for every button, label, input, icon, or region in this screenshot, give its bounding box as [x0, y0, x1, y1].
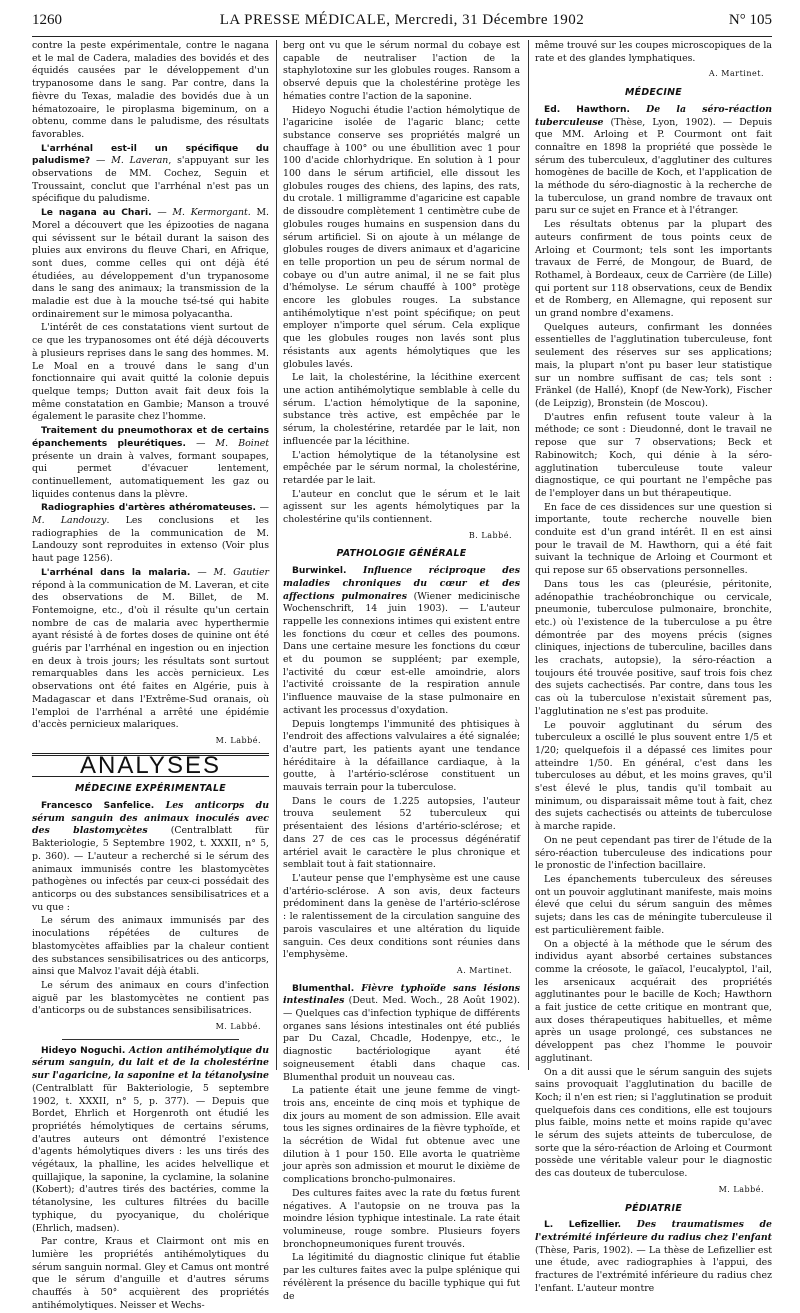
item-title: L'arrhénal dans la malaria.: [41, 567, 191, 578]
paragraph: Francesco Sanfelice. Les anticorps du sérum sanguin des animaux inoculés avec des blastomycètes (Centralblatt für Bakteriologie, 5 Septembre 1902, t. XXXII, n° 5, p. 360). — L'auteur a recherché si le sérum des animaux immunisés contre les blastomycètes pathogènes ou infectés par ceux-ci possédait des anticorps ou des substances sensibilisatrices et a vu que :: [32, 800, 269, 913]
item-title: Des traumatismes de l'extrémité inférieure du radius chez l'enfant: [535, 1219, 772, 1243]
column-2: [283, 40, 520, 1302]
item-title: Traitement du pneumothorax et de certains épanchements pleurétiques.: [32, 426, 269, 449]
signature: M. Labbé.: [215, 1022, 261, 1032]
paragraph: Dans le cours de 1.225 autopsies, l'auteur trouva seulement 52 tuberculeux qui présentaient des lésions d'artério-sclérose; et dans 27 de ces cas le processus dégénératif artériel avait le caractère le plus chronique et semblait tout à fait stationnaire.: [283, 795, 520, 871]
paragraph: Les résultats obtenus par la plupart des auteurs confirment de tous points ceux de Arloing et Courmont; tels sont les importants travaux de Ferré, de Mongour, de Buard, de Rothamel, à Bordeaux, ceux de Carrière (de Lille) qui portent sur 118 observations, ceux de Bendix et de Romberg, en Allemagne, qui reposent sur un grand nombre d'examens.: [535, 219, 772, 320]
paragraph: D'autres enfin refusent toute valeur à la méthode; ce sont : Dieudonné, dont le travail ne repose que sur 7 observations; Beck et Rabinowitch; Koch, qui dénie à la séro-agglutination tuberculeuse toute valeur diagnostique, ce qui pourtant ne l'empêche pas de l'employer dans un but thérapeutique.: [535, 411, 772, 499]
paragraph: Le lait, la cholestérine, la lécithine exercent une action antihémolytique semblable à celle du sérum. L'action hémolytique de la saponine, substance très active, est empêchée par le sérum, la cholestérine, retardée par le lait, non influencée par la lécithine.: [283, 372, 520, 447]
paragraph: L'action hémolytique de la tétanolysine est empêchée par le sérum normal, la cholestérine, retardée par le lait.: [283, 449, 520, 486]
paragraph: Le sérum des animaux en cours d'infection aiguë par les blastomycètes ne contient pas d'anticorps ou de substances sensibilisatrices.: [32, 979, 269, 1017]
paragraph: L'arrhénal est-il un spécifique du paludisme? — M. Laveran, s'appuyant sur les observations de MM. Cochez, Seguin et Troussaint, conclut que l'arrhénal n'est pas un spécifique du paludisme.: [32, 143, 269, 205]
paragraph: contre la peste expérimentale, contre le nagana et le mal de Cadera, maladies des bovidés et des équidés causées par le développement d'un trypanosome dans le sang. Par contre, dans la fièvre du Texas, maladie des bovidés due à un hématozoaire, le piroplasma bigeminum, on a obtenu, comme dans le paludisme, des résultats favorables.: [32, 40, 269, 140]
item-author: M. Landouzy: [32, 515, 107, 527]
paragraph: Traitement du pneumothorax et de certains épanchements pleurétiques. — M. Boinet présente un drain à valves, formant soupapes, qui permet d'évacuer lentement, continuellement, automatiquement les gaz ou liquides contenus dans la plèvre.: [32, 426, 269, 500]
item-title: L'arrhénal est-il un spécifique du paludisme?: [32, 143, 269, 167]
item-author: Burwinkel.: [292, 566, 347, 577]
item-title: Fièvre typhoïde sans lésions intestinales: [283, 982, 520, 1007]
paragraph: Radiographies d'artères athéromateuses. — M. Landouzy. Les conclusions et les radiographies de la communication de M. Landouzy sont reproduites in extenso (Voir plus haut page 1256).: [32, 502, 269, 565]
paragraph: L'intérêt de ces constatations vient surtout de ce que les trypanosomes ont été déjà découverts à plusieurs reprises dans le sang des hommes. M. Le Moal en a trouvé dans le sang d'un fonctionnaire qui avait quitté la colonie depuis quelque temps; Dutton avait fait deux fois la même constatation en Gambie; Manson a trouvé également le parasite chez l'homme.: [32, 322, 269, 423]
paragraph: Quelques auteurs, confirmant les données essentielles de l'agglutination tuberculeuse, font seulement des réserves sur ses applications; mais, la plupart n'ont pu baser leur statistique sur un nombre suffisant de cas; tels sont : Fränkel (de Hallé), Knopf (de New-York), Fischer (de Leipzig), Bronstein (de Moscou).: [535, 321, 772, 409]
item-author: Ed. Hawthorn.: [544, 104, 630, 115]
paragraph: La légitimité du diagnostic clinique fut établie par les cultures faites avec la pulpe splénique qui révélèrent la présence du bacille typhique qui fut de: [283, 1252, 520, 1302]
item-title: De la séro-réaction tuberculeuse: [535, 103, 772, 128]
issue-number: N° 105: [728, 12, 772, 28]
item-author: M. Gautier: [213, 566, 269, 578]
header-rule: [32, 36, 772, 37]
item-author: Hideyo Noguchi.: [41, 1045, 126, 1056]
paragraph: Les épanchements tuberculeux des séreuses ont un pouvoir agglutinant manifeste, mais moins élevé que celui du sérum sanguin des mêmes sujets; dans les cas de méningite tuberculeuse il est particulièrement faible.: [535, 874, 772, 936]
column-3: [535, 40, 772, 1294]
column-1: [32, 40, 270, 1311]
paragraph: Le sérum des animaux immunisés par des inoculations répétées de cultures de blastomycètes affaiblies par la chaleur contient des substances sensibilisatrices ou des anticorps, ainsi que Malvoz l'avait déjà établi.: [32, 915, 269, 978]
signature: A. Martinet.: [708, 69, 764, 79]
paragraph: même trouvé sur les coupes microscopiques de la rate et des glandes lymphatiques.: [535, 40, 772, 64]
paragraph: Ed. Hawthorn. De la séro-réaction tuberculeuse (Thèse, Lyon, 1902). — Depuis que MM. Arloing et P. Courmont ont fait connaître en 1898 la propriété que possède le sérum des tuberculeux, d'agglutiner des cultures homogènes de bacille de Koch, et l'application de la méthode du séro-diagnostic à la recherche de la tuberculose, un grand nombre de travaux ont paru sur ce sujet en France et à l'étranger.: [535, 103, 772, 217]
separator: [62, 1039, 239, 1040]
signature: M. Labbé.: [215, 735, 261, 745]
paragraph: Le nagana au Chari. — M. Kermorgant. M. Morel a découvert que les épizooties de nagana qui sévissent sur le bétail durant la saison des pluies aux environs du fleuve Chari, en Afrique, sont dues, comme celles qui ont déjà été étudiées, au développement d'un trypanosome dans le sang des animaux; la transmission de la maladie est due à la mouche tsé-tsé qui habite ordinairement sur le mimosa polyacantha.: [32, 207, 270, 320]
subsection-heading: MÉDECINE: [625, 87, 682, 99]
item-title: Radiographies d'artères athéromateuses.: [41, 503, 256, 514]
column-divider: [276, 40, 277, 1070]
journal-title: LA PRESSE MÉDICALE, Mercredi, 31 Décembre 1902: [219, 12, 585, 28]
section-heading-analyses: ANALYSES: [32, 753, 269, 778]
paragraph: L. Lefizellier. Des traumatismes de l'extrémité inférieure du radius chez l'enfant (Thèse, Paris, 1902). — La thèse de Lefizellier est une étude, avec radiographies à l'appui, des fractures de l'extrémité inférieure du radius chez l'enfant. L'auteur montre: [535, 1219, 772, 1294]
column-divider: [528, 40, 529, 1070]
item-title: Le nagana au Chari.: [41, 208, 152, 219]
subsection-heading: PÉDIATRIE: [624, 1202, 683, 1214]
item-author: M. Boinet: [215, 437, 269, 449]
paragraph: Dans tous les cas (pleurésie, péritonite, adénopathie trachéobronchique ou cervicale, pneumonie, tuberculose pulmonaire, bronchite, etc.) où l'existence de la tuberculose a pu être démontrée par des moyens précis (signes cliniques, injections de tuberculine, bacilles dans les crachats, autopsie), la séro-réaction a toujours été trouvée positive, sauf trois fois chez des sujets cachectisés. Par contre, dans tous les cas où la tuberculose n'existait sûrement pas, l'agglutination ne s'est pas produite.: [535, 578, 772, 717]
item-title: Les anticorps du sérum sanguin des animaux inoculés avec des blastomycètes: [32, 800, 269, 837]
paragraph: berg ont vu que le sérum normal du cobaye est capable de neutraliser l'action de la staphylotoxine sur les globules rouges. Ransom a observé depuis que la cholestérine protège les hématies contre l'action de la saponine.: [283, 40, 520, 102]
paragraph: Par contre, Kraus et Clairmont ont mis en lumière les propriétés antihémolytiques du sérum sanguin normal. Gley et Camus ont montré que le sérum d'anguille et d'autres sérums chauffés à 50° acquièrent des propriétés antihémolytiques. Neisser et Wechs-: [32, 1236, 269, 1311]
subsection-heading: PATHOLOGIE GÉNÉRALE: [336, 548, 467, 560]
item-title: Action antihémolytique du sérum sanguin, du lait et de la cholestérine sur l'agaricine, la saponine et la tétanolysine: [32, 1044, 269, 1082]
paragraph: Hideyo Noguchi étudie l'action hémolytique de l'agaricine isolée de l'agaric blanc; cette substance conserve ses propriétés malgré un chauffage à 100° ou une ébullition avec 1 pour 100 d'acide chlorhydrique. En solution à 1 pour 100 dans le sérum artificiel, elle dissout les globules rouges des chiens, des lapins, des rats, du crotale. 1 milligramme d'agaricine est capable de dissoudre complètement 1 centimètre cube de globules rouges humains en suspension dans du sérum artificiel. Si on ajoute à un mélange de globules rouges de divers animaux et d'agaricine en telle proportion un peu de sérum normal de cobaye ou d'un autre animal, il ne se fait plus d'hémolyse. Le sérum chauffé à 100° protège encore les globules rouges. La substance antihémolytique n'est point spécifique; on peut employer n'importe quel sérum. Cela explique que les globules rouges non lavés sont plus résistants aux agents hémolytiques que les globules lavés.: [283, 104, 520, 370]
item-author: Francesco Sanfelice.: [41, 801, 155, 812]
paragraph: Burwinkel. Influence réciproque des maladies chroniques du cœur et des affections pulmonaires (Wiener medicinische Wochenschrift, 14 juin 1903). — L'auteur rappelle les connexions intimes qui existent entre les fonctions du cœur et celles des poumons. Dans une certaine mesure les fonctions du cœur et du poumon se suppléent; par exemple, l'activité du cœur est-elle amoindrie, alors l'activité croissante de la respiration annule l'influence mauvaise de la stase pulmonaire en activant les processus d'oxydation.: [283, 565, 520, 716]
paragraph: Des cultures faites avec la rate du fœtus furent négatives. A l'autopsie on ne trouva pas la moindre lésion typhique intestinale. La rate était volumineuse, rouge sombre. Plusieurs foyers bronchopneumoniques furent trouvés.: [283, 1187, 520, 1250]
running-header: [32, 12, 772, 34]
paragraph: On a dit aussi que le sérum sanguin des sujets sains provoquait l'agglutination du bacille de Koch; il n'en est rien; si l'agglutination se produit quelquefois dans ces conditions, elle est toujours plus faible, moins nette et moins rapide qu'avec le sérum des sujets atteints de tuberculose, de sorte que la séro-réaction de Arloing et Courmont possède une véritable valeur pour le diagnostic des cas douteux de tuberculose.: [535, 1066, 772, 1180]
paragraph: Hideyo Noguchi. Action antihémolytique du sérum sanguin, du lait et de la cholestérine sur l'agaricine, la saponine et la tétanolysine (Centralblatt für Bakteriologie, 5 septembre 1902, t. XXXII, n° 5, p. 377). — Depuis que Bordet, Ehrlich et Horgenroth ont étudié les propriétés hémolytiques de certains sérums, d'autres auteurs ont démontré l'existence d'agents hémolytiques divers : les uns tirés des végétaux, la phalline, les acides helvellique et quillajique, la saponine, la cyclamine, la solanine (Kobert); d'autres tirés des bactéries, comme la tétanolysine, les cultures filtrées du bacille typhique, du pyocyanique, du cholérique (Ehrlich, madsen).: [32, 1044, 269, 1234]
paragraph: En face de ces dissidences sur une question si importante, toute recherche nouvelle bien conduite est d'un grand intérêt. Il en est ainsi pour le travail de M. Hawthorn, qui a été fait suivant la technique de Arloing et Courmont et qui repose sur 65 observations personnelles.: [535, 501, 772, 577]
paragraph: Depuis longtemps l'immunité des phtisiques à l'endroit des affections valvulaires a été signalée; d'autre part, les patients ayant une tendance héréditaire à la défaillance cardiaque, à la goutte, à l'artério-sclérose constituent un mauvais terrain pour la tuberculose.: [283, 718, 520, 794]
item-title: Influence réciproque des maladies chroniques du cœur et des affections pulmonaires: [283, 565, 520, 602]
paragraph: Blumenthal. Fièvre typhoïde sans lésions intestinales (Deut. Med. Woch., 28 Août 1902). — Quelques cas d'infection typhique de différents organes sans lésions intestinales ont été publiés par Du Cazal, Chcadle, Hodenpye, etc., le diagnostic bactériologique ayant été soigneusement établi dans chaque cas. Blumenthal produit un nouveau cas.: [283, 982, 520, 1083]
item-author: L. Lefizellier.: [544, 1220, 622, 1231]
item-author: M. Kermorgant: [172, 207, 248, 219]
paragraph: L'auteur pense que l'emphysème est une cause d'artério-sclérose. A son avis, deux facteurs prédominent dans la genèse de l'artério-sclérose : le ralentissement de la circulation sanguine des parois vasculaires et une altération du liquide sanguin. Ces deux conditions sont réunies dans l'emphysème.: [283, 873, 520, 961]
signature: M. Labbé.: [718, 1184, 764, 1194]
signature: A. Martinet.: [456, 965, 512, 975]
paragraph: La patiente était une jeune femme de vingt-trois ans, enceinte de cinq mois et typhique de dix jours au moment de son admission. Elle avait tous les signes ordinaires de la fièvre typhoïde, et la sécrétion de Widal fut obtenue avec une dilution à 1 pour 150. Elle avorta le quatrième jour après son admission et mourut le dixième de complications broncho-pulmonaires.: [283, 1085, 520, 1186]
page-number: 1260: [32, 12, 62, 28]
paragraph: L'arrhénal dans la malaria. — M. Gautier répond à la communication de M. Laveran, et cite des observations de M. Billet, de M. Fontemoigne, etc., d'où il résulte qu'un certain nombre de cas de malaria avec hyperthermie ayant résisté à de fortes doses de quinine ont été guéris par l'arrhénal en ingestion ou en injection en deux à trois jours; les résultats sont surtout remarquables dans les accès pernicieux. Les observations ont été faites en Algérie, puis à Madagascar et dans l'Extrême-Sud oranais, où l'emploi de l'arrhénal a arrêté une épidémie d'accès pernicieux malariques.: [32, 566, 269, 731]
item-author: M. Laveran: [111, 155, 169, 167]
paragraph: On a objecté à la méthode que le sérum des individus ayant absorbé certaines substances comme la créosote, le gaïacol, l'eucalyptol, l'ail, les arsenicaux acquérait des propriétés agglutinantes pour le bacille de Koch; Hawthorn a fait justice de cette critique en montrant que, aux doses thérapeutiques habituelles, et même après un usage prolongé, ces substances ne développent pas chez l'homme le pouvoir agglutinant.: [535, 938, 772, 1064]
paragraph: Le pouvoir agglutinant du sérum des tuberculeux a oscillé le plus souvent entre 1/5 et 1/20; quelquefois il a dépassé ces limites pour atteindre 1/50. En général, c'est dans les tuberculoses au début, et les moins graves, qu'il s'est élevé le plus, tandis qu'il tombait au minimum, ou disparaissait même tout à fait, chez des sujets cachectisés ou atteints de tuberculose à marche rapide.: [535, 719, 772, 833]
subsection-heading: MÉDECINE EXPÉRIMENTALE: [75, 783, 226, 795]
item-author: Blumenthal.: [292, 983, 355, 994]
signature: B. Labbé.: [468, 530, 512, 540]
paragraph: L'auteur en conclut que le sérum et le lait agissent sur les agents hémolytiques par la cholestérine qu'ils contiennent.: [283, 488, 520, 526]
paragraph: On ne peut cependant pas tirer de l'étude de la séro-réaction tuberculeuse des indications pour le pronostic de l'infection bacillaire.: [535, 834, 772, 872]
